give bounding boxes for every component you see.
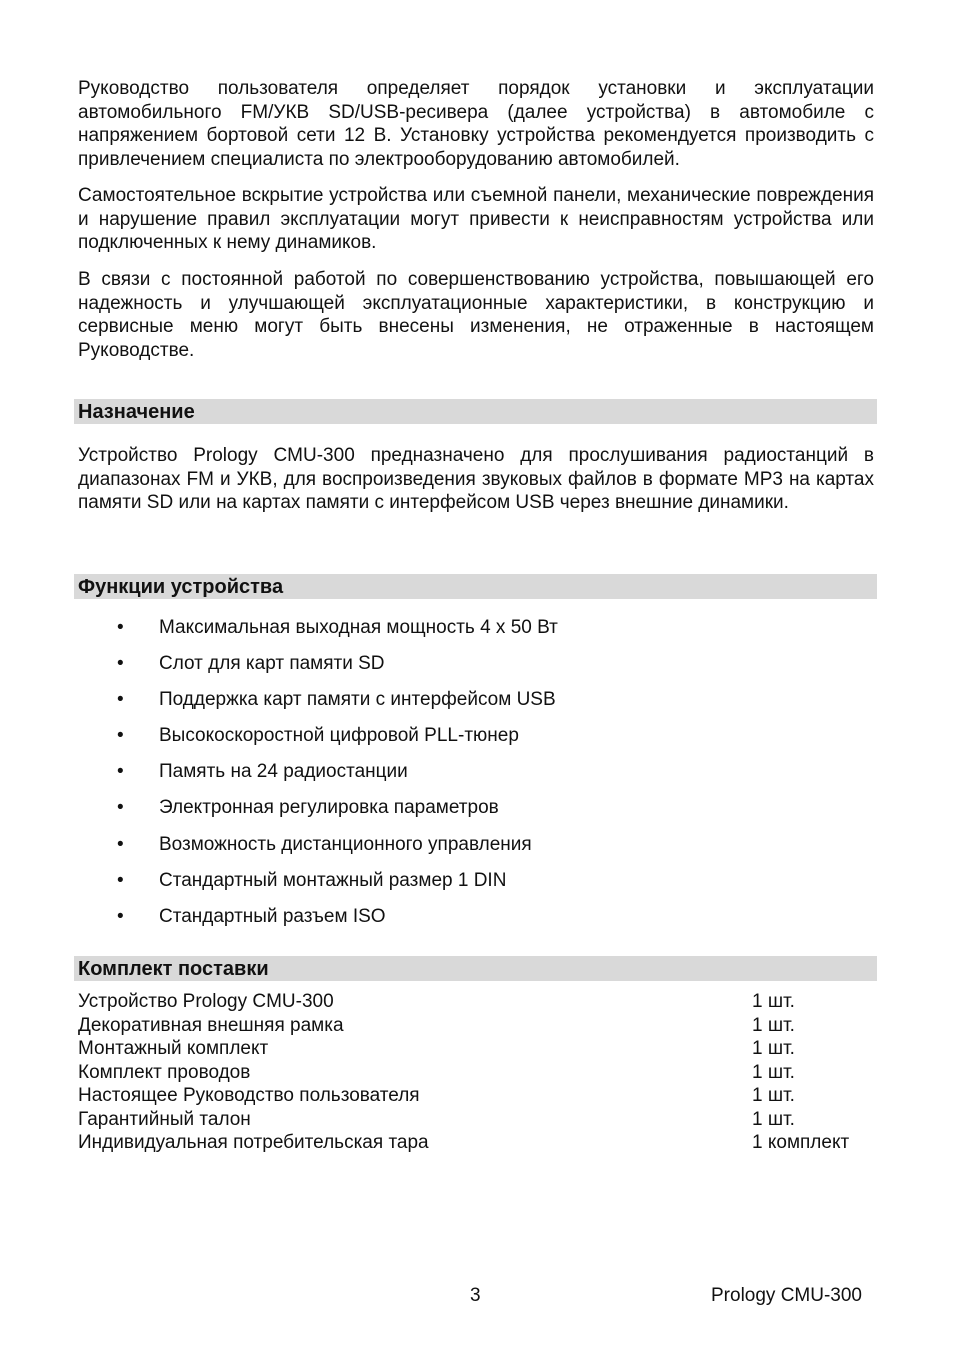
kit-item-name: Устройство Prology CMU-300 — [78, 991, 334, 1012]
kit-item-qty: 1 шт. — [752, 1014, 795, 1036]
kit-item-name: Гарантийный талон — [78, 1108, 251, 1130]
bullet-icon: • — [117, 689, 124, 711]
list-item — [78, 760, 874, 796]
list-item — [78, 652, 874, 688]
kit-item-qty: 1 шт. — [752, 1108, 795, 1130]
list-item — [78, 869, 874, 905]
kit-item-name: Комплект проводов — [78, 1061, 251, 1083]
functions-list — [78, 616, 874, 941]
kit-row — [78, 990, 874, 1014]
list-item-text: Электронная регулировка параметров — [159, 797, 499, 819]
list-item-text: Стандартный разъем ISO — [159, 905, 386, 927]
list-item-text: Высокоскоростной цифровой PLL-тюнер — [159, 725, 519, 747]
list-item — [78, 688, 874, 724]
bullet-icon: • — [117, 905, 124, 927]
kit-item-qty: 1 комплект — [752, 1132, 850, 1153]
page-number: 3 — [470, 1285, 481, 1306]
kit-item-name: Индивидуальная потребительская тара — [78, 1132, 429, 1153]
kit-row — [78, 1014, 874, 1038]
kit-row — [78, 1037, 874, 1061]
intro-paragraph-1: Руководство пользователя определяет порядок установки и эксплуатации автомобильного FM/УКВ SD/USB-ресивера (далее устройства) в автомобиле с напряжением бортовой сети 12 В. Установку устройства рекомендуется производить с привлечением специалиста по электрооборудованию автомобилей. — [78, 78, 874, 170]
list-item-text: Стандартный монтажный размер 1 DIN — [159, 869, 507, 891]
list-item-text: Максимальная выходная мощность 4 x 50 Вт — [159, 617, 558, 638]
list-item-text: Память на 24 радиостанции — [159, 761, 408, 783]
list-item — [78, 796, 874, 832]
kit-list — [78, 990, 874, 1155]
bullet-icon: • — [117, 653, 124, 675]
kit-item-qty: 1 шт. — [752, 1061, 795, 1083]
bullet-icon: • — [117, 869, 124, 891]
bullet-icon: • — [117, 617, 124, 638]
kit-item-name: Настоящее Руководство пользователя — [78, 1085, 420, 1106]
bullet-icon: • — [117, 797, 124, 819]
kit-row — [78, 1108, 874, 1132]
kit-item-qty: 1 шт. — [752, 991, 795, 1012]
list-item — [78, 905, 874, 941]
kit-heading: Комплект поставки — [74, 956, 877, 981]
kit-item-name: Декоративная внешняя рамка — [78, 1014, 344, 1036]
bullet-icon: • — [117, 725, 124, 747]
kit-item-qty: 1 шт. — [752, 1085, 795, 1106]
list-item — [78, 616, 874, 652]
list-item — [78, 833, 874, 869]
list-item-text: Слот для карт памяти SD — [159, 653, 385, 675]
list-item-text: Поддержка карт памяти с интерфейсом USB — [159, 689, 556, 711]
kit-row — [78, 1061, 874, 1085]
purpose-heading: Назначение — [74, 399, 877, 424]
bullet-icon: • — [117, 833, 124, 855]
functions-heading: Функции устройства — [74, 574, 877, 599]
list-item — [78, 724, 874, 760]
kit-row — [78, 1131, 874, 1155]
footer-product: Prology CMU-300 — [711, 1285, 862, 1306]
kit-item-qty: 1 шт. — [752, 1038, 795, 1059]
purpose-text: Устройство Prology CMU-300 предназначено для прослушивания радиостанций в диапазонах FM и УКВ, для воспроизведения звуковых файлов в формате MP3 на картах памяти SD или на картах памяти с интерфейсом USB через внешние динамики. — [78, 445, 874, 513]
intro-paragraph-3: В связи с постоянной работой по совершенствованию устройства, повышающей его надежность и улучшающей эксплуатационные характеристики, в конструкцию и сервисные меню могут быть внесены изменения, не отраженные в настоящем Руководстве. — [78, 269, 874, 361]
bullet-icon: • — [117, 761, 124, 783]
kit-row — [78, 1084, 874, 1108]
list-item-text: Возможность дистанционного управления — [159, 833, 532, 855]
intro-paragraph-2: Самостоятельное вскрытие устройства или съемной панели, механические повреждения и нарушение правил эксплуатации могут привести к неисправностям устройства или подключенных к нему динамиков. — [78, 185, 874, 253]
kit-item-name: Монтажный комплект — [78, 1038, 269, 1059]
